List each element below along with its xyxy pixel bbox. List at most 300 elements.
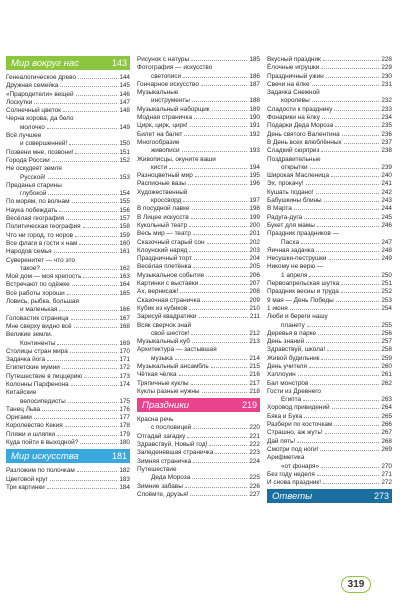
toc-entry[interactable] [6, 406, 130, 414]
toc-entry-page: 146 [119, 90, 130, 98]
toc-entry-page: 198 [249, 205, 260, 213]
toc-entry[interactable] [267, 421, 392, 429]
toc-entry[interactable] [267, 471, 392, 479]
section-header[interactable] [6, 56, 130, 70]
toc-entry[interactable] [267, 297, 392, 305]
toc-entry[interactable] [267, 214, 392, 222]
toc-entry-page: 148 [119, 107, 130, 115]
page-number: 319 [341, 576, 371, 593]
toc-entry-title: свой шесток! [151, 329, 190, 337]
toc-entry-title: День знаний [267, 338, 305, 346]
toc-entry-title: День святого Валентина [267, 130, 340, 138]
toc-entry-title: Музыкальный ансамбль [137, 362, 209, 370]
toc-entry-title: Бабушкины блины [267, 197, 322, 205]
toc-entry[interactable] [137, 297, 260, 305]
toc-entry-title: Колонны Парфенона [6, 380, 69, 388]
toc-entry[interactable] [267, 222, 392, 230]
toc-entry[interactable] [267, 189, 392, 197]
toc-entry-page: 158 [119, 223, 130, 231]
toc-entry-title: королевы [281, 97, 310, 105]
toc-entry[interactable] [6, 190, 130, 198]
toc-entry[interactable] [267, 404, 392, 412]
leader-dots [183, 197, 247, 202]
toc-entry[interactable] [267, 380, 392, 388]
toc-entry[interactable] [137, 474, 260, 482]
toc-entry[interactable] [267, 479, 392, 487]
toc-entry[interactable] [267, 147, 392, 155]
toc-entry-page: 255 [381, 321, 392, 329]
toc-entry-page: 205 [249, 263, 260, 271]
leader-dots [321, 463, 379, 468]
leader-dots [298, 371, 380, 376]
toc-entry[interactable] [267, 197, 392, 205]
toc-entry-title: Музыкальный наборщик [137, 105, 210, 113]
toc-entry[interactable] [267, 288, 392, 296]
toc-entry-title: Разбери по косточкам [267, 421, 333, 429]
toc-entry[interactable] [137, 106, 260, 114]
toc-entry-title: Никому не верю — [267, 263, 324, 271]
toc-entry-title: Смотри под ноги! [267, 445, 319, 453]
toc-entry-title: Черна корова, да бело [6, 115, 74, 123]
toc-entry[interactable] [6, 323, 130, 331]
toc-entry[interactable] [137, 313, 260, 321]
toc-entry[interactable] [267, 463, 392, 471]
leader-dots [48, 190, 117, 195]
leader-dots [325, 429, 380, 434]
leader-dots [317, 222, 380, 227]
toc-entry-title: Клоунский наряд [137, 246, 188, 254]
toc-entry-page: 201 [249, 230, 260, 238]
toc-entry[interactable] [267, 73, 392, 81]
toc-entry[interactable] [6, 414, 130, 422]
toc-entry[interactable] [267, 239, 392, 247]
toc-entry[interactable] [267, 272, 392, 280]
toc-column-1 [6, 56, 130, 492]
toc-entry[interactable] [137, 272, 260, 280]
toc-entry[interactable] [6, 174, 130, 182]
toc-entry-page: 236 [381, 130, 392, 138]
toc-entry[interactable] [137, 338, 260, 346]
toc-entry-title: Билет на балет [137, 130, 183, 138]
toc-entry-title: Суверенитет — что это [6, 256, 76, 264]
toc-entry[interactable] [6, 306, 130, 314]
toc-entry[interactable] [137, 483, 260, 491]
toc-entry-title: Многообразие [137, 138, 180, 146]
toc-entry-title: Тряпичные куклы [137, 379, 189, 387]
toc-entry[interactable] [137, 73, 260, 81]
toc-entry[interactable] [267, 255, 392, 263]
toc-entry[interactable] [267, 81, 392, 89]
leader-dots [201, 81, 247, 86]
toc-entry[interactable] [267, 164, 392, 172]
toc-entry-title: 9 мая — День Победы [267, 296, 334, 304]
leader-dots [192, 205, 248, 210]
toc-entry[interactable] [137, 164, 260, 172]
toc-entry-title: Поздравительные [267, 155, 321, 163]
toc-entry-page: 194 [249, 163, 260, 171]
toc-entry-page: 268 [381, 437, 392, 445]
leader-dots [322, 114, 379, 119]
leader-dots [290, 305, 380, 310]
toc-entry-title: Весёлая география [6, 215, 65, 223]
toc-entry[interactable] [137, 255, 260, 263]
leader-dots [200, 280, 247, 285]
toc-entry-page: 171 [119, 356, 130, 364]
toc-entry[interactable] [6, 157, 130, 165]
toc-entry-title: Праздничный торт [137, 255, 192, 263]
leader-dots [180, 288, 247, 293]
leader-dots [344, 139, 380, 144]
toc-entry[interactable] [267, 429, 392, 437]
toc-entry-title: Все работы хороши [6, 289, 65, 297]
toc-entry-title: Наука побеждать [6, 206, 58, 214]
toc-entry[interactable] [6, 99, 130, 107]
toc-entry[interactable] [6, 281, 130, 289]
toc-entry[interactable] [137, 239, 260, 247]
leader-dots [72, 198, 118, 203]
leader-dots [42, 406, 117, 411]
toc-entry[interactable] [6, 140, 130, 148]
toc-entry-title: Ёлочные игрушки [267, 64, 320, 72]
toc-entry[interactable] [6, 439, 130, 447]
toc-entry[interactable] [137, 147, 260, 155]
toc-entry-title: Букет для мамы [267, 221, 315, 229]
toc-entry[interactable] [137, 230, 260, 238]
toc-entry[interactable] [267, 131, 392, 139]
toc-entry-title: Кубик из кубиков [137, 304, 188, 312]
toc-entry[interactable] [267, 106, 392, 114]
toc-entry-page: 149 [119, 123, 130, 131]
toc-entry-page: 151 [119, 148, 130, 156]
toc-entry[interactable] [267, 64, 392, 72]
toc-entry-title: Праздник праздников — [267, 230, 339, 238]
toc-entry[interactable] [6, 398, 130, 406]
toc-entry[interactable] [137, 114, 260, 122]
toc-entry[interactable] [137, 97, 260, 105]
toc-entry[interactable] [6, 124, 130, 132]
toc-entry[interactable] [267, 97, 392, 105]
toc-entry-title: Все флаги в гости к нам [6, 239, 78, 247]
toc-entry-page: 145 [119, 82, 130, 90]
toc-entry[interactable] [6, 484, 130, 492]
toc-entry[interactable] [6, 422, 130, 430]
toc-entry-title: Арифметика [267, 454, 305, 462]
toc-entry[interactable] [267, 446, 392, 454]
toc-entry-page: 248 [381, 246, 392, 254]
toc-entry[interactable] [137, 222, 260, 230]
toc-entry-title: Города России [6, 156, 50, 164]
toc-entry[interactable] [137, 172, 260, 180]
section-title: Мир вокруг нас [11, 57, 79, 69]
toc-entry [137, 189, 260, 197]
toc-entry [137, 466, 260, 474]
toc-entry-title: Русской! [20, 173, 46, 181]
toc-entry-page: 245 [381, 213, 392, 221]
toc-entry-title: и совершенней! [20, 140, 68, 148]
toc-entry-page: 269 [381, 445, 392, 453]
toc-entry[interactable] [137, 363, 260, 371]
toc-entry[interactable] [267, 247, 392, 255]
leader-dots [84, 373, 117, 378]
toc-entry[interactable] [137, 380, 260, 388]
toc-entry[interactable] [267, 346, 392, 354]
toc-entry-page: 228 [381, 56, 392, 63]
toc-entry-title: Египетские мумии [6, 364, 60, 372]
toc-entry[interactable] [137, 247, 260, 255]
toc-entry[interactable] [137, 205, 260, 213]
toc-entry[interactable] [267, 438, 392, 446]
toc-entry-page: 191 [249, 122, 260, 130]
toc-entry-title: Живописцы, окуните ваши [137, 155, 216, 163]
toc-entry-title: светописи [151, 72, 182, 80]
toc-entry-page: 265 [381, 412, 392, 420]
leader-dots [71, 315, 118, 320]
toc-entry-page: 154 [119, 190, 130, 198]
toc-entry [267, 388, 392, 396]
toc-entry[interactable] [267, 122, 392, 130]
toc-entry[interactable] [6, 356, 130, 364]
toc-entry-page: 182 [119, 467, 130, 475]
toc-entry-title: Весь мир — театр [137, 230, 191, 238]
toc-entry[interactable] [267, 322, 392, 330]
leader-dots [320, 446, 379, 451]
leader-dots [67, 290, 118, 295]
toc-entry-title: Ах, вернисаж! [137, 288, 179, 296]
toc-entry[interactable] [6, 223, 130, 231]
toc-entry-title: Всяк сверчок знай [137, 321, 192, 329]
toc-entry-title: Пасха [281, 238, 300, 246]
toc-entry[interactable] [137, 355, 260, 363]
toc-entry [267, 156, 392, 164]
leader-dots [321, 147, 379, 152]
toc-entry[interactable] [6, 431, 130, 439]
toc-entry[interactable] [6, 348, 130, 356]
toc-entry-page: 272 [381, 479, 392, 487]
toc-entry-title: Разноцветный мир [137, 172, 193, 180]
leader-dots [62, 364, 117, 369]
toc-entry-title: Архитектура — застывшая [137, 346, 217, 354]
leader-dots [187, 433, 247, 438]
toc-entry-page: 186 [249, 72, 260, 80]
toc-entry[interactable] [137, 449, 260, 457]
leader-dots [42, 265, 117, 270]
leader-dots [294, 205, 380, 210]
leader-dots [318, 330, 379, 335]
toc-entry-page: 196 [249, 180, 260, 188]
toc-entry [6, 165, 130, 173]
toc-entry-title: Фонарики на ёлку [267, 114, 320, 122]
toc-entry-page: 178 [119, 422, 130, 430]
toc-entry[interactable] [6, 315, 130, 323]
toc-entry-title: Сладости к празднику [267, 105, 333, 113]
toc-entry[interactable] [137, 214, 260, 222]
toc-entry-page: 214 [249, 354, 260, 362]
leader-dots [341, 288, 380, 293]
toc-entry[interactable] [6, 273, 130, 281]
toc-entry-page: 187 [249, 80, 260, 88]
toc-entry[interactable] [137, 371, 260, 379]
toc-entry-title: Фотография — искусство [137, 64, 213, 72]
leader-dots [317, 471, 380, 476]
toc-entry-page: 172 [119, 364, 130, 372]
toc-entry-page: 206 [249, 271, 260, 279]
toc-entry-title: велосипедисты [20, 397, 66, 405]
toc-entry-title: Встречают по одёжке [6, 281, 70, 289]
toc-entry[interactable] [137, 180, 260, 188]
toc-entry-title: Гости из Древнего [267, 387, 321, 395]
toc-entry[interactable] [6, 91, 130, 99]
toc-entry-page: 179 [119, 430, 130, 438]
toc-entry[interactable] [137, 330, 260, 338]
leader-dots [309, 272, 379, 277]
toc-entry[interactable] [6, 265, 130, 273]
leader-dots [182, 147, 248, 152]
toc-entry-title: Позвени мне, позвони! [6, 148, 74, 156]
toc-entry [6, 298, 130, 306]
toc-entry[interactable] [6, 240, 130, 248]
leader-dots [83, 223, 118, 228]
toc-entry-title: Генеалогическое древо [6, 74, 77, 81]
toc-entry[interactable] [267, 363, 392, 371]
leader-dots [188, 180, 248, 185]
toc-entry[interactable] [267, 371, 392, 379]
leader-dots [307, 322, 380, 327]
leader-dots [57, 431, 117, 436]
toc-entry-title: Куклы разные нужны [137, 387, 200, 395]
leader-dots [75, 232, 117, 237]
toc-entry[interactable] [137, 131, 260, 139]
toc-entry-title: Широкая Масленица [267, 172, 330, 180]
toc-entry-page: 210 [249, 304, 260, 312]
toc-entry[interactable] [267, 280, 392, 288]
toc-entry-title: кисти [151, 163, 168, 171]
toc-entry[interactable] [137, 433, 260, 441]
toc-entry [137, 322, 260, 330]
leader-dots [78, 74, 117, 79]
toc-entry-page: 195 [249, 172, 260, 180]
toc-entry[interactable] [6, 467, 130, 475]
toc-entry[interactable] [267, 330, 392, 338]
leader-dots [193, 263, 247, 268]
toc-entry[interactable] [6, 215, 130, 223]
toc-entry-title: Всё лучшее [6, 132, 42, 140]
toc-entry-title: Разложим по полочкам [6, 467, 75, 475]
toc-entry-page: 234 [381, 114, 392, 122]
toc-entry[interactable] [6, 373, 130, 381]
toc-entry[interactable] [6, 476, 130, 484]
toc-entry[interactable] [137, 81, 260, 89]
toc-entry[interactable] [137, 56, 260, 64]
toc-entry-page: 188 [249, 97, 260, 105]
toc-entry [137, 346, 260, 354]
toc-entry[interactable] [137, 388, 260, 396]
toc-entry-page: 262 [381, 379, 392, 387]
toc-entry-title: музыка [151, 354, 173, 362]
toc-entry-title: Задачка йога [6, 356, 46, 364]
toc-entry-page: 177 [119, 414, 130, 422]
toc-entry[interactable] [267, 172, 392, 180]
section-header[interactable] [6, 449, 130, 463]
toc-entry-page: 247 [381, 238, 392, 246]
toc-entry-title: Оригами [6, 414, 32, 422]
toc-entry-page: 226 [249, 482, 260, 490]
toc-entry-page: 263 [381, 396, 392, 404]
leader-dots [316, 247, 379, 252]
toc-entry[interactable] [267, 180, 392, 188]
toc-entry-page: 160 [119, 239, 130, 247]
toc-entry[interactable] [137, 305, 260, 313]
leader-dots [68, 398, 118, 403]
toc-entry[interactable] [137, 424, 260, 432]
leader-dots [76, 91, 118, 96]
toc-entry[interactable] [6, 340, 130, 348]
toc-entry[interactable] [6, 149, 130, 157]
toc-entry-title: В День всех влюблённых [267, 138, 342, 146]
toc-entry-page: 164 [119, 281, 130, 289]
leader-dots [326, 73, 380, 78]
leader-dots [191, 330, 247, 335]
toc-entry[interactable] [137, 288, 260, 296]
leader-dots [190, 491, 247, 496]
toc-entry[interactable] [267, 413, 392, 421]
toc-entry[interactable] [6, 364, 130, 372]
toc-entry-page: 183 [119, 475, 130, 483]
toc-entry[interactable] [137, 280, 260, 288]
toc-entry-page: 209 [249, 296, 260, 304]
toc-entry[interactable] [267, 355, 392, 363]
toc-entry-title: По морям, по волнам [6, 198, 70, 206]
toc-entry[interactable] [137, 122, 260, 130]
toc-entry-page: 216 [249, 371, 260, 379]
toc-entry-page: 168 [119, 322, 130, 330]
leader-dots [316, 189, 380, 194]
toc-entry[interactable] [6, 198, 130, 206]
toc-entry-title: инструменты [151, 97, 190, 105]
toc-entry-page: 244 [381, 205, 392, 213]
toc-entry-title: Дружная семейка [6, 82, 59, 90]
toc-entry[interactable] [6, 290, 130, 298]
leader-dots [207, 239, 248, 244]
leader-dots [193, 230, 247, 235]
toc-entry-title: Вкусный праздник [267, 56, 321, 63]
toc-entry[interactable] [137, 491, 260, 499]
toc-entry[interactable] [137, 458, 260, 466]
toc-entry[interactable] [267, 114, 392, 122]
toc-entry-title: молочко [20, 123, 45, 131]
toc-entry[interactable] [6, 248, 130, 256]
toc-entry[interactable] [6, 232, 130, 240]
section-header[interactable] [267, 489, 392, 503]
toc-entry[interactable] [137, 263, 260, 271]
toc-entry-title: Деревья в парке [267, 329, 317, 337]
leader-dots [327, 346, 379, 351]
toc-entry[interactable] [267, 305, 392, 313]
toc-entry[interactable] [267, 205, 392, 213]
toc-entry-title: Столицы стран мира [6, 347, 68, 355]
leader-dots [190, 122, 248, 127]
leader-dots [211, 363, 248, 368]
toc-entry[interactable] [6, 207, 130, 215]
toc-entry[interactable] [6, 82, 130, 90]
toc-entry-title: Заледеневшая страничка [137, 449, 214, 457]
toc-entry-title: Несушки-пеструшки [267, 255, 327, 263]
toc-entry-page: 242 [381, 188, 392, 196]
leader-dots [335, 122, 379, 127]
section-header[interactable] [137, 398, 260, 412]
toc-entry[interactable] [137, 441, 260, 449]
leader-dots [303, 396, 379, 401]
toc-entry-title: Не оскудеет земля [6, 165, 62, 173]
